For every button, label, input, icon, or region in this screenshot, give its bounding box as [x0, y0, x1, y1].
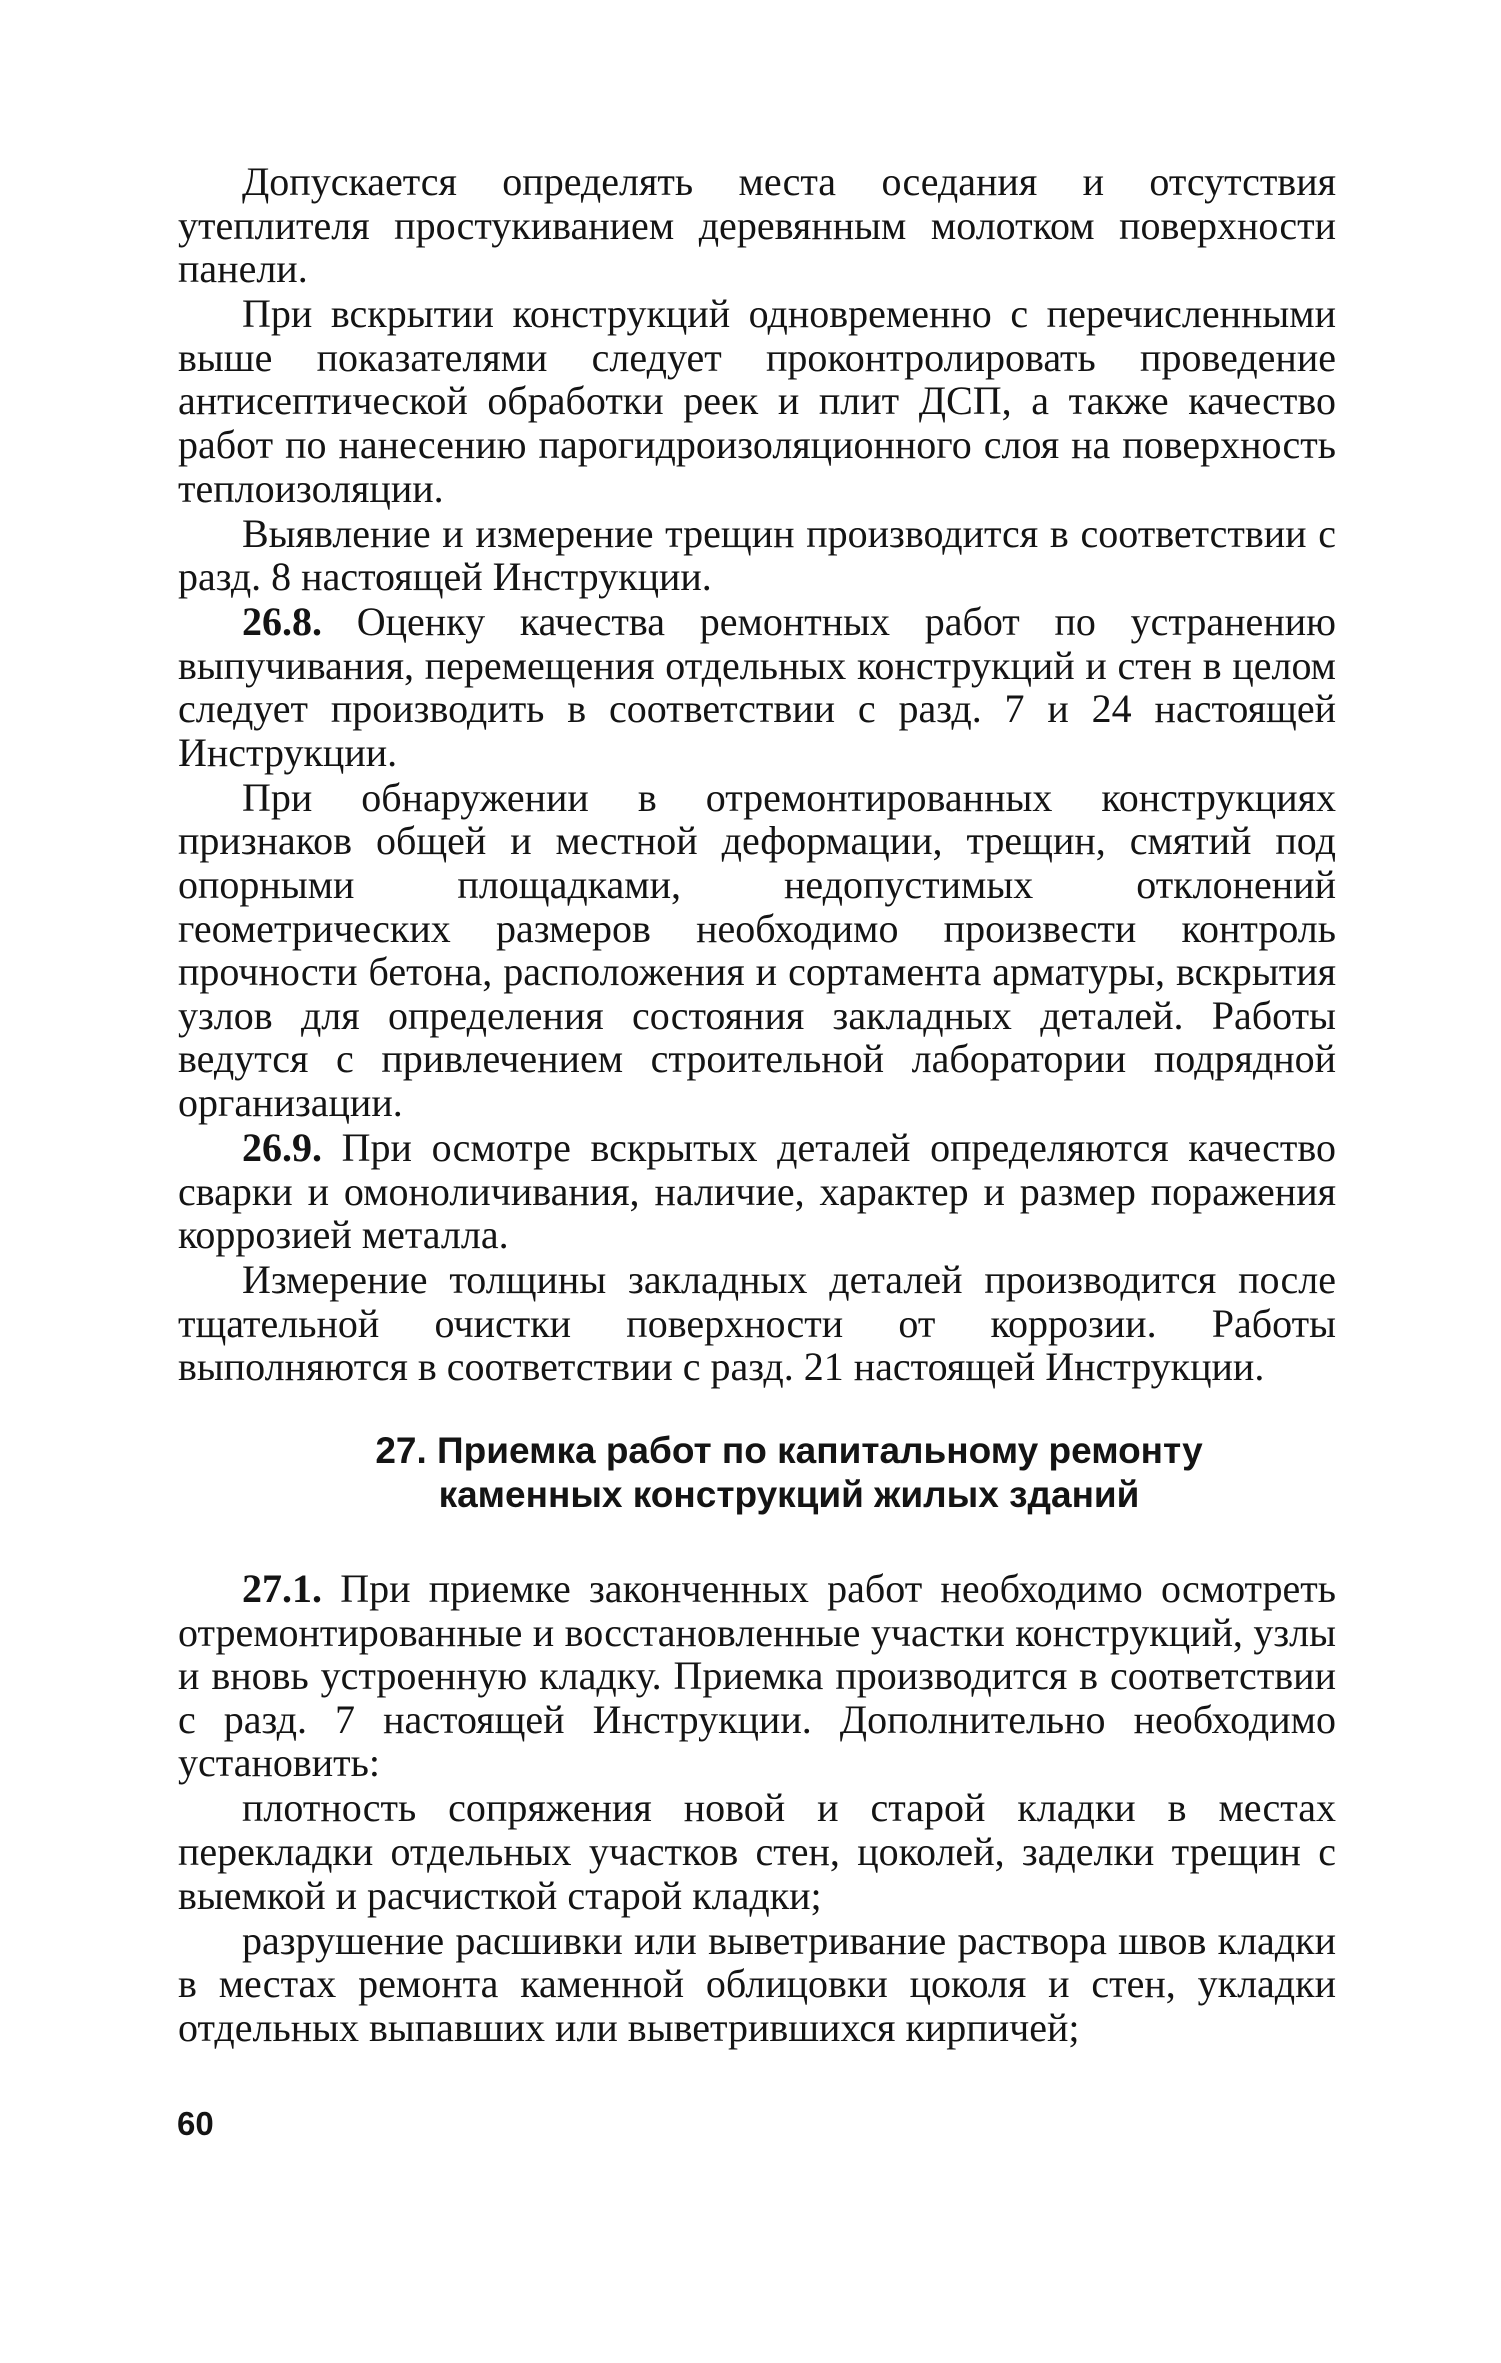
section-heading	[242, 1429, 1336, 1517]
paragraph	[178, 1919, 1336, 2050]
paragraph-text: При обнаружении в отремонтированных конструкциях признаков общей и местной деформации, трещин, смятий под опорными площадками, недопустимых отклонений геометрических размеров необходимо произвести контроль прочности бетона, расположения и сортамента арматуры, вскрытия узлов для определения состояния закладных деталей. Работы ведутся с привлечением строительной лаборатории подрядной организации.	[178, 774, 1336, 1126]
paragraph-text: Оценку качества ремонтных работ по устранению выпучивания, перемещения отдельных конструкций и стен в целом следует производить в соответствии с разд. 7 и 24 настоящей Инструкции.	[178, 599, 1337, 775]
paragraph-text: При приемке законченных работ необходимо осмотреть отремонтированные и восстановленные участки конструкций, узлы и вновь устроенную кладку. Приемка производится в соответствии с разд. 7 настоящей Инструкции. Дополнительно необходимо установить:	[178, 1565, 1336, 1786]
paragraph-text: разрушение расшивки или выветривание раствора швов кладки в местах ремонта каменной облицовки цоколя и стен, укладки отдельных выпавших или выветрившихся кирпичей;	[178, 1917, 1336, 2050]
paragraph-text: При осмотре вскрытых деталей определяются качество сварки и омоноличивания, наличие, характер и размер поражения коррозией металла.	[178, 1125, 1336, 1258]
paragraph	[178, 776, 1336, 1125]
paragraph-text: Измерение толщины закладных деталей производится после тщательной очистки поверхности от коррозии. Работы выполняются в соответствии с разд. 21 настоящей Инструкции.	[178, 1257, 1336, 1390]
paragraph-26-9	[178, 1126, 1336, 1257]
paragraph	[178, 160, 1336, 291]
paragraph	[178, 1786, 1336, 1917]
paragraph-number: 26.9.	[242, 1125, 322, 1171]
paragraph	[178, 512, 1336, 599]
section-heading-line: 27. Приемка работ по капитальному ремонту	[375, 1429, 1203, 1471]
page-body	[178, 160, 1336, 2051]
paragraph-text: плотность сопряжения новой и старой кладки в местах перекладки отдельных участков стен, цоколей, заделки трещин с выемкой и расчисткой старой кладки;	[178, 1785, 1336, 1918]
page-number: 60	[177, 2105, 214, 2142]
paragraph-number: 26.8.	[242, 599, 322, 645]
paragraph-26-8	[178, 600, 1336, 774]
paragraph-27-1	[178, 1567, 1336, 1785]
paragraph-text: При вскрытии конструкций одновременно с перечисленными выше показателями следует проконтролировать проведение антисептической обработки реек и плит ДСП, а также качество работ по нанесению парогидроизоляционного слоя на поверхность теплоизоляции.	[178, 291, 1336, 511]
paragraph-text: Допускается определять места оседания и отсутствия утеплителя простукиванием деревянным молотком поверхности панели.	[178, 159, 1336, 292]
section-heading-line: каменных конструкций жилых зданий	[438, 1473, 1140, 1515]
paragraph	[178, 1258, 1336, 1389]
paragraph-number: 27.1.	[242, 1565, 322, 1611]
paragraph	[178, 292, 1336, 510]
paragraph-text: Выявление и измерение трещин производится в соответствии с разд. 8 настоящей Инструкции.	[178, 510, 1336, 600]
